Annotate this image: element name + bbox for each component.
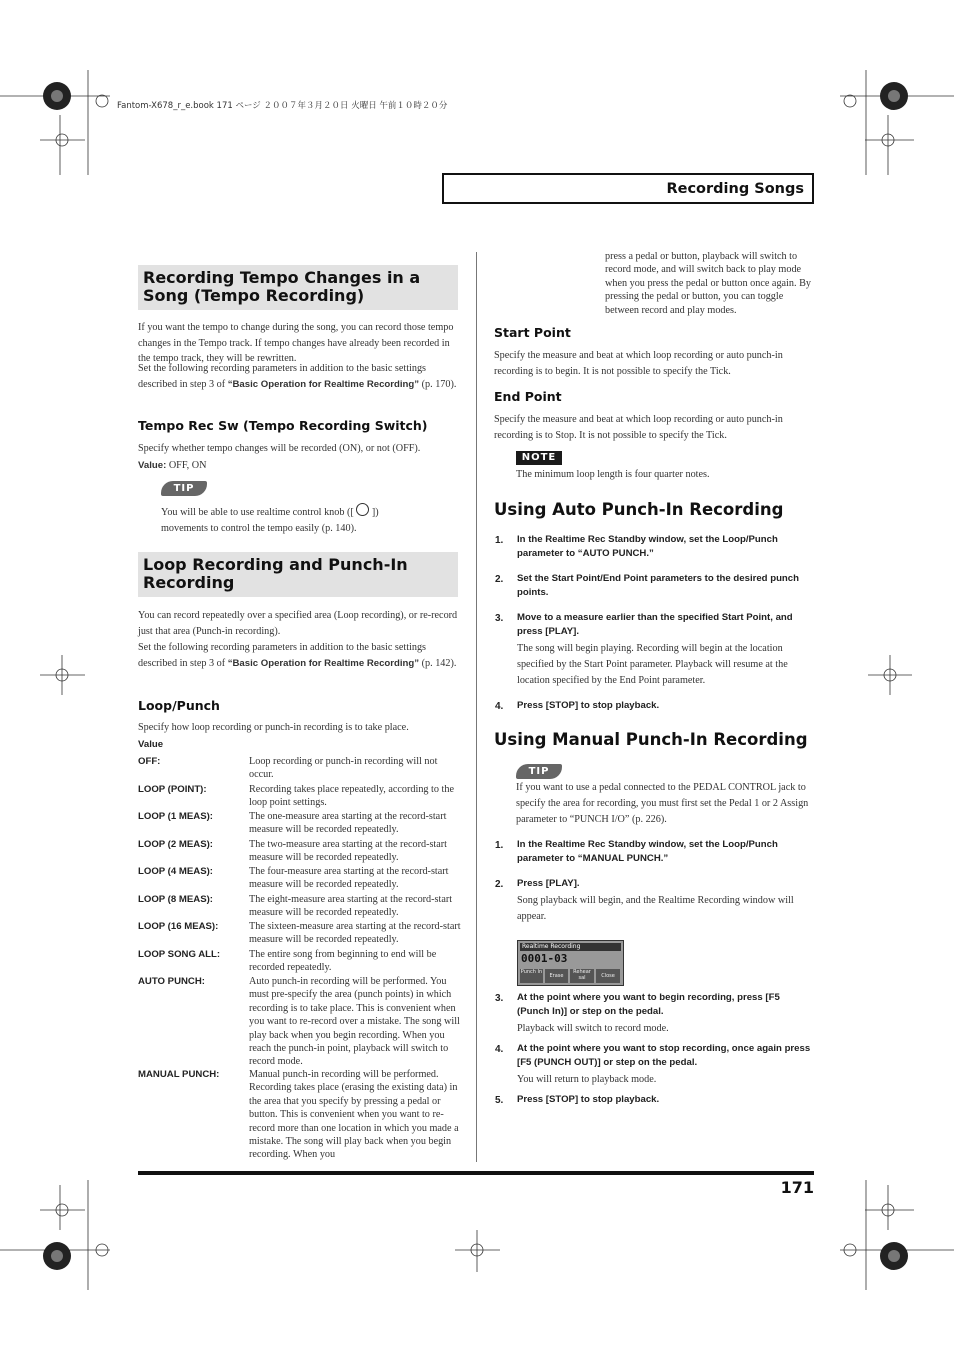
start-point-title: Start Point [494, 325, 571, 340]
note-text: The minimum loop length is four quarter notes. [516, 469, 710, 480]
step-number: 2. [495, 574, 504, 585]
lcd-punch-in-button: Punch In [520, 969, 543, 983]
manual-punch-title: Using Manual Punch-In Recording [494, 730, 808, 749]
section-title-tempo-recording: Recording Tempo Changes in a Song (Tempo Recording) [138, 265, 458, 310]
step-text: Press [STOP] to stop playback. [517, 700, 660, 711]
value-label: LOOP (2 MEAS): [138, 839, 213, 850]
step-detail: You will return to playback mode. [517, 1074, 657, 1085]
end-point-desc: Specify the measure and beat at which loop recording or auto punch-in recording is to Stop. It is not possible to specify the Tick. [494, 414, 783, 441]
value-desc: Manual punch-in recording will be performed. Recording takes place (erasing the existing data) in the area that you specify by pressing a pedal or button. This is convenient when you want to re-record more than one location in which you made a mistake. The song will play back when you begin recording. When you [249, 1069, 459, 1161]
page-number: 171 [780, 1178, 814, 1197]
lcd-rehearsal-button: Rehear sal [570, 969, 594, 983]
column-divider [476, 252, 477, 1162]
value-label: OFF: [138, 756, 161, 767]
step-number: 2. [495, 879, 504, 890]
step-text: At the point where you want to stop recording, once again press [F5 (PUNCH OUT)] or step on the pedal. [517, 1043, 811, 1068]
tip-icon: TIP [516, 764, 562, 779]
value-desc: Auto punch-in recording will be performed. You must pre-specify the area (punch points) in which recording is to take place. This is convenient when you want to re-record over a mistake. The song will play back when you begin recording. When you reach the punch-in point, playback will switch to record mode. [249, 976, 460, 1068]
tempo-rec-sw-title: Tempo Rec Sw (Tempo Recording Switch) [138, 418, 428, 433]
value-desc: The two-measure area starting at the record-start measure will be recorded repeatedly. [249, 839, 447, 864]
value-heading: Value [138, 739, 164, 750]
tempo-rec-sw-desc: Specify whether tempo changes will be recorded (ON), or not (OFF). [138, 443, 421, 454]
lcd-counter: 0001-03 [521, 952, 568, 965]
step-text: Press [PLAY]. [517, 878, 580, 889]
start-point-desc: Specify the measure and beat at which loop recording or auto punch-in recording is to begin. It is not possible to specify the Tick. [494, 350, 783, 377]
step-number: 4. [495, 1044, 504, 1055]
step-detail: The song will begin playing. Recording will begin at the location specified by the Start Point parameter. Playback will resume at the location specified by the End Point parameter. [517, 643, 788, 686]
tempo-settings-ref: Set the following recording parameters in addition to the basic settings described in step 3 of “Basic Operation for Realtime Recording” (p. 170). [138, 363, 457, 390]
section-title-loop-punch: Loop Recording and Punch-In Recording [138, 552, 458, 597]
value-label: AUTO PUNCH: [138, 976, 205, 987]
value-desc: The one-measure area starting at the record-start measure will be recorded repeatedly. [249, 811, 447, 836]
loop-intro: You can record repeatedly over a specified area (Loop recording), or re-record just that area (Punch-in recording). [138, 610, 458, 637]
step-text: In the Realtime Rec Standby window, set the Loop/Punch parameter to “MANUAL PUNCH.” [517, 839, 778, 864]
step-text: Press [STOP] to stop playback. [517, 1094, 660, 1105]
step-text: Set the Start Point/End Point parameters to the desired punch points. [517, 573, 799, 598]
value-label: LOOP (POINT): [138, 784, 207, 795]
value-desc: Loop recording or punch-in recording will not occur. [249, 756, 438, 781]
step-number: 3. [495, 993, 504, 1004]
step-text: In the Realtime Rec Standby window, set the Loop/Punch parameter to “AUTO PUNCH.” [517, 534, 778, 559]
tip-icon: TIP [161, 481, 207, 496]
step-number: 3. [495, 613, 504, 624]
file-meta: Fantom-X678_r_e.book 171 ページ ２００７年３月２０日 火曜日 午前１０時２０分 [117, 101, 448, 111]
lcd-title: Realtime Recording [520, 943, 621, 951]
loop-settings-ref: Set the following recording parameters in addition to the basic settings described in step 3 of “Basic Operation for Realtime Recording” (p. 142). [138, 642, 457, 669]
value-label: LOOP (4 MEAS): [138, 866, 213, 877]
step-text: At the point where you want to begin recording, press [F5 (Punch In)] or step on the pedal. [517, 992, 780, 1017]
step-number: 5. [495, 1095, 504, 1106]
value-desc: The sixteen-measure area starting at the record-start measure will be recorded repeatedly. [249, 921, 461, 946]
value-label: LOOP (1 MEAS): [138, 811, 213, 822]
value-label: LOOP (8 MEAS): [138, 894, 213, 905]
running-header: Recording Songs [666, 181, 804, 197]
running-header-box [442, 173, 814, 204]
step-number: 4. [495, 701, 504, 712]
tip-tempo: You will be able to use realtime control knob ([ ]) movements to control the tempo easily (p. 140). [161, 503, 421, 536]
value-desc: The four-measure area starting at the record-start measure will be recorded repeatedly. [249, 866, 449, 891]
footer-rule [138, 1171, 814, 1175]
note-icon: NOTE [516, 451, 562, 465]
value-desc: Recording takes place repeatedly, according to the loop point settings. [249, 784, 454, 809]
loop-punch-title: Loop/Punch [138, 698, 220, 713]
value-desc: The eight-measure area starting at the record-start measure will be recorded repeatedly. [249, 894, 453, 919]
tip-pedal: If you want to use a pedal connected to the PEDAL CONTROL jack to specify the area for recording, you must first set the Pedal 1 or 2 Assign parameter to “PUNCH I/O” (p. 226). [516, 782, 809, 825]
tempo-intro: If you want the tempo to change during the song, you can record those tempo changes in the Tempo track. If tempo changes have already been recorded in the tempo track, they will be rewritten. [138, 322, 454, 364]
step-detail: Song playback will begin, and the Realtime Recording window will appear. [517, 895, 794, 922]
lcd-erase-button: Erase [545, 969, 568, 983]
tempo-rec-sw-value: Value: OFF, ON [138, 460, 207, 471]
step-number: 1. [495, 840, 504, 851]
manual-punch-continued: press a pedal or button, playback will switch to record mode, and will switch back to play mode when you press the pedal or button once again. By pressing the pedal or button, you can toggle between record and play modes. [605, 251, 811, 316]
value-desc: The entire song from beginning to end will be recorded repeatedly. [249, 949, 437, 974]
knob-icon [356, 503, 369, 516]
step-text: Move to a measure earlier than the specified Start Point, and press [PLAY]. [517, 612, 793, 637]
step-detail: Playback will switch to record mode. [517, 1023, 669, 1034]
end-point-title: End Point [494, 389, 562, 404]
value-label: MANUAL PUNCH: [138, 1069, 220, 1080]
lcd-screen [517, 940, 624, 986]
value-label: LOOP (16 MEAS): [138, 921, 219, 932]
loop-punch-desc: Specify how loop recording or punch-in recording is to take place. [138, 722, 409, 733]
lcd-close-button: Close [596, 969, 620, 983]
value-label: LOOP SONG ALL: [138, 949, 221, 960]
auto-punch-title: Using Auto Punch-In Recording [494, 500, 784, 519]
step-number: 1. [495, 535, 504, 546]
